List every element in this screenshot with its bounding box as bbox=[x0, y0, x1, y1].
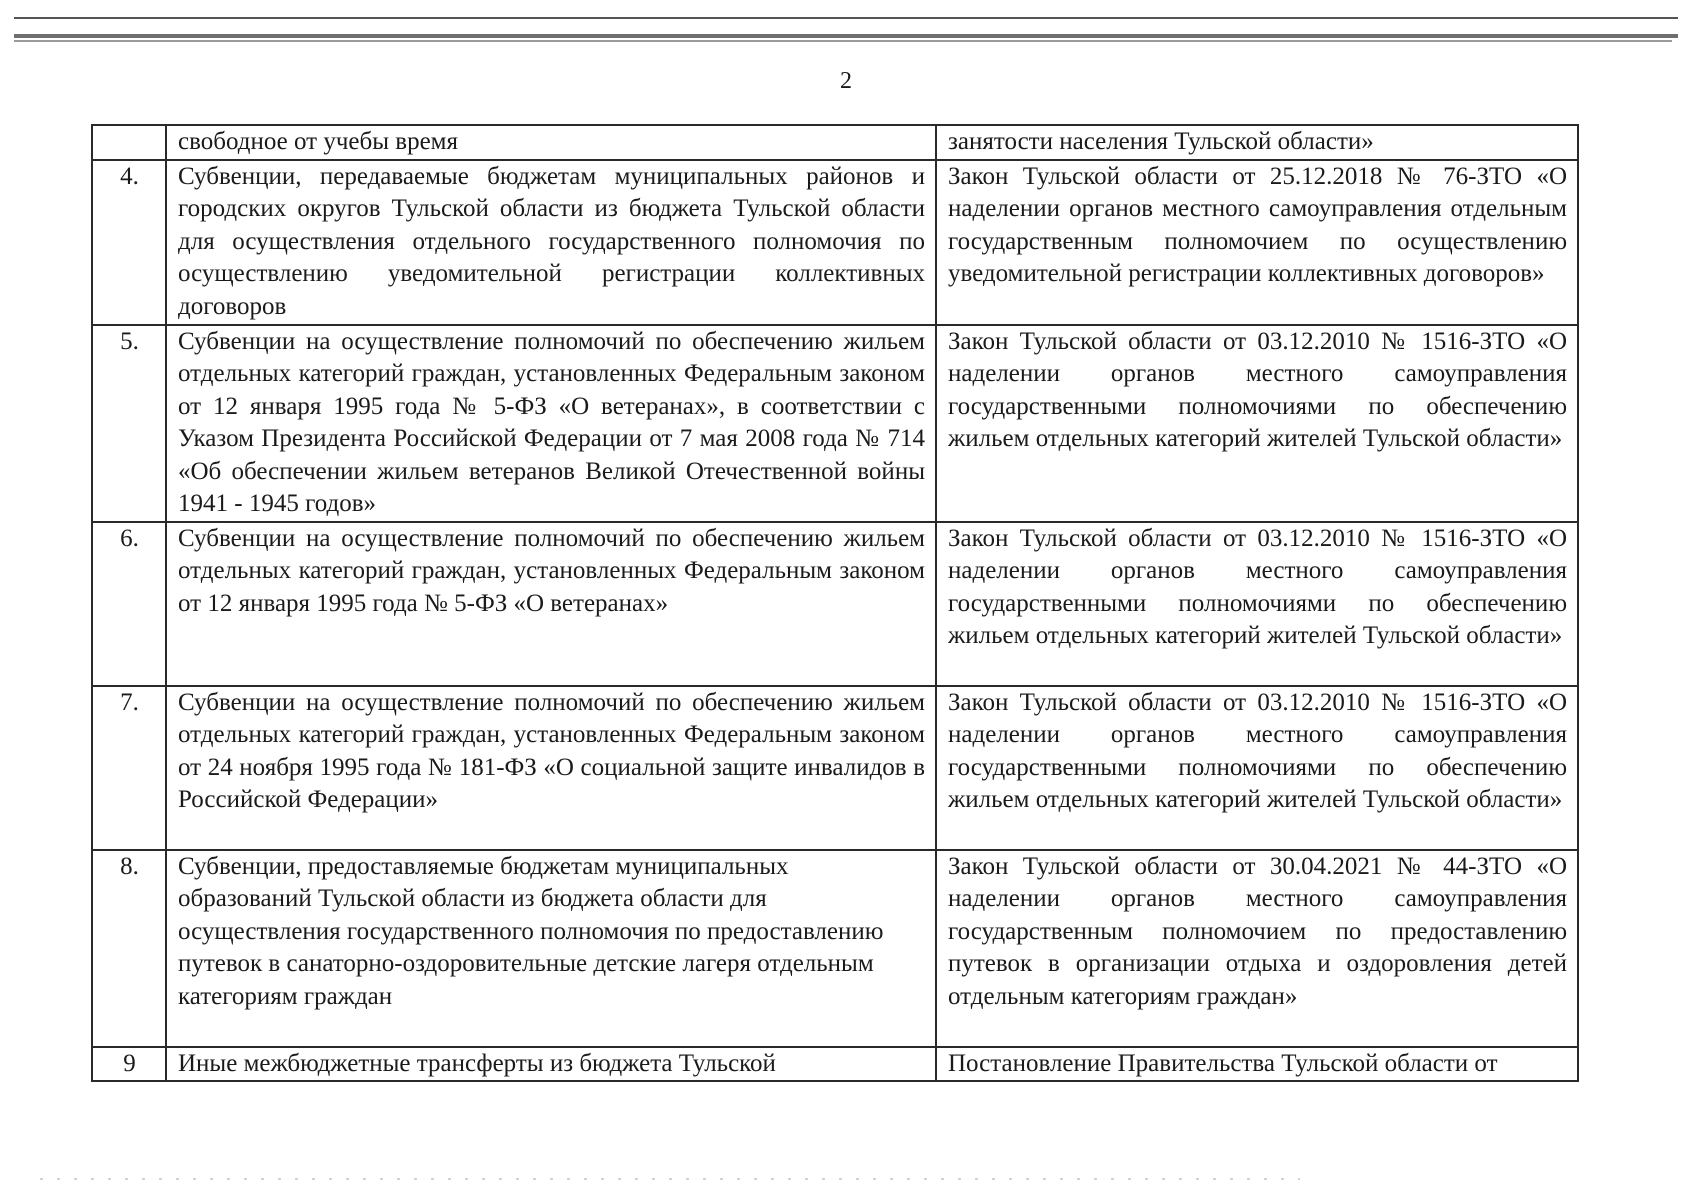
subvention-description: свободное от учебы время bbox=[166, 125, 936, 160]
table-row bbox=[92, 686, 1578, 850]
row-number: 7. bbox=[92, 686, 166, 850]
subvention-description: Субвенции на осуществление полномочий по обеспечению жильем отдельных категорий граждан, установленных Федеральным законом от 12 января 1995 года № 5-ФЗ «О ветеранах», в соответствии с Указом Президента Российской Федерации от 7 мая 2008 года № 714 «Об обеспечении жильем ветеранов Великой Отечественной войны 1941 - 1945 годов» bbox=[166, 325, 936, 522]
scan-border-line bbox=[14, 17, 1678, 19]
legal-basis: Закон Тульской области от 25.12.2018 № 76-ЗТО «О наделении органов местного самоуправления отдельным государственным полномочием по осуществлению уведомительной регистрации коллективных договоров» bbox=[936, 160, 1578, 325]
row-number: 4. bbox=[92, 160, 166, 325]
page-number: 2 bbox=[840, 68, 852, 94]
legal-basis: Закон Тульской области от 03.12.2010 № 1516-ЗТО «О наделении органов местного самоуправления государственными полномочиями по обеспечению жильем отдельных категорий жителей Тульской области» bbox=[936, 686, 1578, 850]
legal-basis: Закон Тульской области от 03.12.2010 № 1516-ЗТО «О наделении органов местного самоуправления государственными полномочиями по обеспечению жильем отдельных категорий жителей Тульской области» bbox=[936, 325, 1578, 522]
subvention-description: Субвенции на осуществление полномочий по обеспечению жильем отдельных категорий граждан, установленных Федеральным законом от 12 января 1995 года № 5-ФЗ «О ветеранах» bbox=[166, 522, 936, 686]
subvention-description: Субвенции на осуществление полномочий по обеспечению жильем отдельных категорий граждан, установленных Федеральным законом от 24 ноября 1995 года № 181-ФЗ «О социальной защите инвалидов в Российской Федерации» bbox=[166, 686, 936, 850]
table-row bbox=[92, 325, 1578, 522]
legal-basis: Закон Тульской области от 30.04.2021 № 44-ЗТО «О наделении органов местного самоуправления государственным полномочием по предоставлению путевок в организации отдыха и оздоровления детей отдельным категориям граждан» bbox=[936, 850, 1578, 1047]
scan-noise bbox=[40, 1178, 1300, 1180]
row-number bbox=[92, 125, 166, 160]
table-row bbox=[92, 125, 1578, 160]
row-number: 9 bbox=[92, 1047, 166, 1082]
table-row bbox=[92, 160, 1578, 325]
table-row bbox=[92, 1047, 1578, 1082]
legal-basis: занятости населения Тульской области» bbox=[936, 125, 1578, 160]
table-row bbox=[92, 522, 1578, 686]
row-number: 6. bbox=[92, 522, 166, 686]
scan-border-line bbox=[14, 40, 1672, 42]
legal-basis: Закон Тульской области от 03.12.2010 № 1516-ЗТО «О наделении органов местного самоуправления государственными полномочиями по обеспечению жильем отдельных категорий жителей Тульской области» bbox=[936, 522, 1578, 686]
row-number: 8. bbox=[92, 850, 166, 1047]
legal-basis: Постановление Правительства Тульской области от bbox=[936, 1047, 1578, 1082]
subvention-description: Субвенции, передаваемые бюджетам муниципальных районов и городских округов Тульской области из бюджета Тульской области для осуществления отдельного государственного полномочия по осуществлению уведомительной регистрации коллективных договоров bbox=[166, 160, 936, 325]
scan-border-line bbox=[14, 34, 1678, 38]
row-number: 5. bbox=[92, 325, 166, 522]
table-row bbox=[92, 850, 1578, 1047]
subventions-table bbox=[91, 124, 1579, 1082]
subvention-description: Иные межбюджетные трансферты из бюджета Тульской bbox=[166, 1047, 936, 1082]
subvention-description: Субвенции, предоставляемые бюджетам муниципальных образований Тульской области из бюджета области для осуществления государственного полномочия по предоставлению путевок в санаторно-оздоровительные детские лагеря отдельным категориям граждан bbox=[166, 850, 936, 1047]
